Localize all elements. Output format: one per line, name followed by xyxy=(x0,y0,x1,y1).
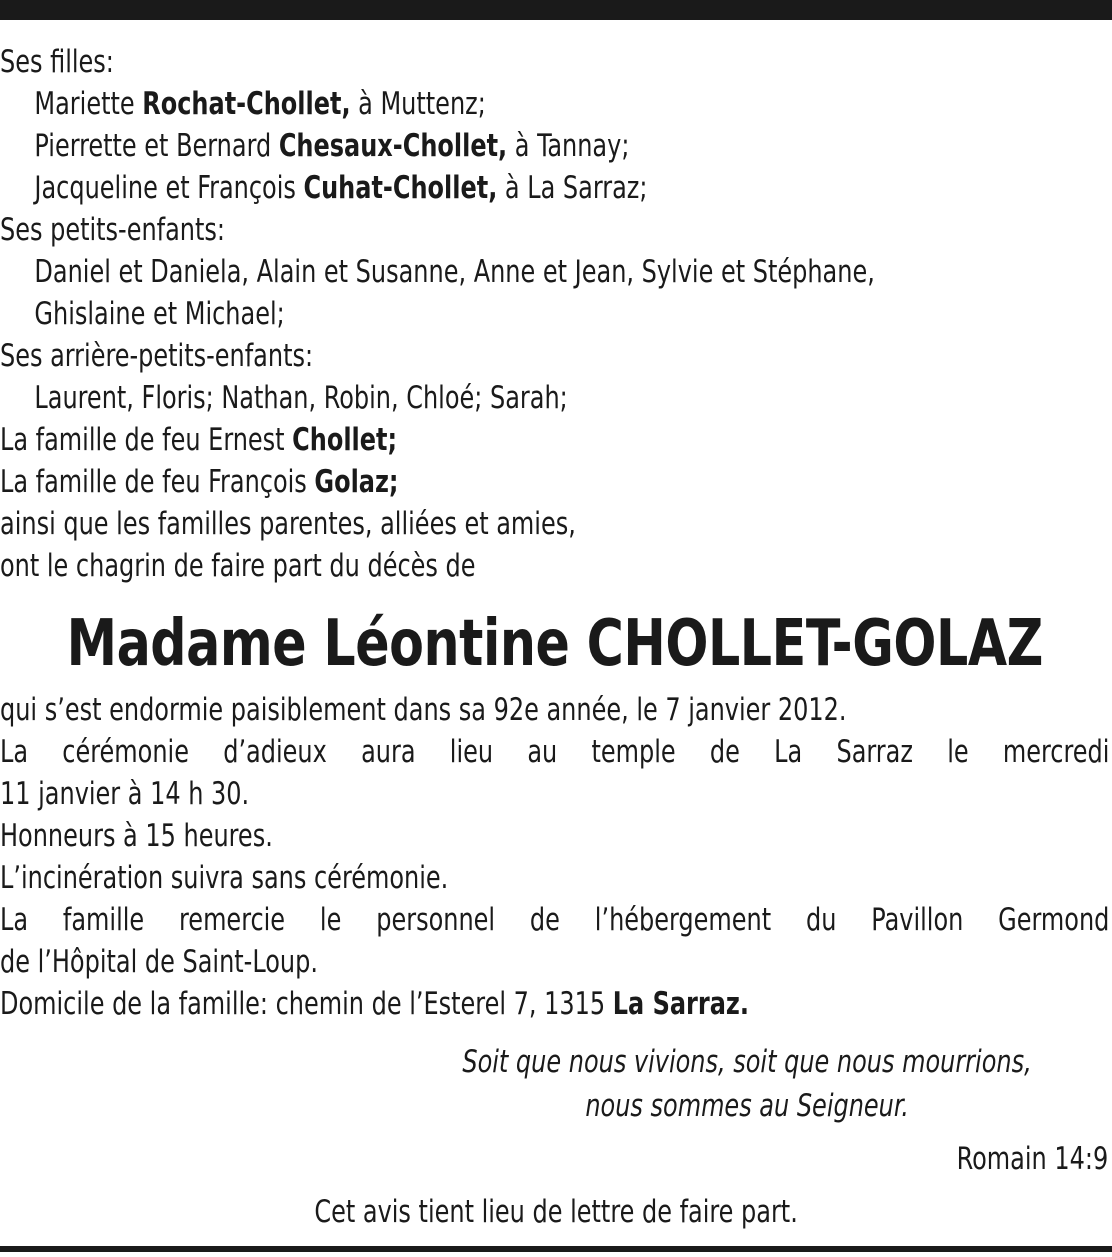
domicile-text: Domicile de la famille: chemin de l’Esterel 7, 1315 xyxy=(0,986,613,1022)
daughters-heading: Ses filles: xyxy=(0,44,114,80)
relatives-line: ainsi que les familles parentes, alliées et amies, xyxy=(0,506,576,542)
daughter-names: Jacqueline et François xyxy=(34,170,304,206)
daughter-surname: Chesaux-Chollet, xyxy=(278,128,508,164)
daughter-location: à La Sarraz; xyxy=(497,170,648,206)
incineration-line: L’incinération suivra sans cérémonie. xyxy=(0,860,449,896)
family-surname: Golaz; xyxy=(314,464,399,500)
daughter-location: à Muttenz; xyxy=(350,86,486,122)
verse-line xyxy=(384,1040,1110,1084)
top-rule xyxy=(0,0,1112,20)
verse-reference-text: Romain 14:9 xyxy=(956,1141,1108,1177)
passing-line: qui s’est endormie paisiblement dans sa 92e année, le 7 janvier 2012. xyxy=(0,692,847,728)
bottom-rule xyxy=(0,1246,1112,1252)
family-text: La famille de feu François xyxy=(0,464,315,500)
bible-verse xyxy=(384,1040,1110,1128)
daughter-surname: Cuhat-Chollet, xyxy=(303,170,498,206)
daughter-line xyxy=(0,167,1112,209)
verse-reference xyxy=(932,1137,1108,1181)
honours-line: Honneurs à 15 heures. xyxy=(0,818,273,854)
domicile-town: La Sarraz. xyxy=(612,986,749,1022)
grandchildren-heading: Ses petits-enfants: xyxy=(0,212,225,248)
footer-note-text: Cet avis tient lieu de lettre de faire part. xyxy=(314,1194,798,1230)
footer-note xyxy=(0,1190,1112,1234)
great-grandchildren-line: Laurent, Floris; Nathan, Robin, Chloé; Sarah; xyxy=(34,380,568,416)
daughter-names: Mariette xyxy=(34,86,143,122)
announcement-line: ont le chagrin de faire part du décès de xyxy=(0,548,476,584)
daughter-surname: Rochat-Chollet, xyxy=(142,86,351,122)
obituary-body xyxy=(0,41,1108,1025)
daughter-names: Pierrette et Bernard xyxy=(34,128,279,164)
daughter-line xyxy=(0,83,1112,125)
thanks-line: La famille remercie le personnel de l’hébergement du Pavillon Germond xyxy=(0,902,1110,938)
thanks-line: de l’Hôpital de Saint-Loup. xyxy=(0,944,318,980)
daughter-location: à Tannay; xyxy=(507,128,630,164)
deceased-name xyxy=(0,599,1108,689)
ceremony-line: 11 janvier à 14 h 30. xyxy=(0,776,250,812)
family-surname: Chollet; xyxy=(292,422,398,458)
family-line xyxy=(0,461,1109,503)
daughter-line xyxy=(0,125,1112,167)
family-line xyxy=(0,419,1109,461)
verse-line xyxy=(384,1084,1110,1128)
deceased-name-text: Madame Léontine CHOLLET-GOLAZ xyxy=(66,607,1043,681)
verse-text: Soit que nous vivions, soit que nous mourrions, xyxy=(462,1044,1032,1080)
domicile-line xyxy=(0,983,1109,1025)
verse-text: nous sommes au Seigneur. xyxy=(585,1088,909,1124)
great-grandchildren-heading: Ses arrière-petits-enfants: xyxy=(0,338,314,374)
family-text: La famille de feu Ernest xyxy=(0,422,293,458)
grandchildren-line: Daniel et Daniela, Alain et Susanne, Anne et Jean, Sylvie et Stéphane, xyxy=(34,254,875,290)
ceremony-line: La cérémonie d’adieux aura lieu au temple de La Sarraz le mercredi xyxy=(0,734,1110,770)
grandchildren-line: Ghislaine et Michael; xyxy=(34,296,285,332)
